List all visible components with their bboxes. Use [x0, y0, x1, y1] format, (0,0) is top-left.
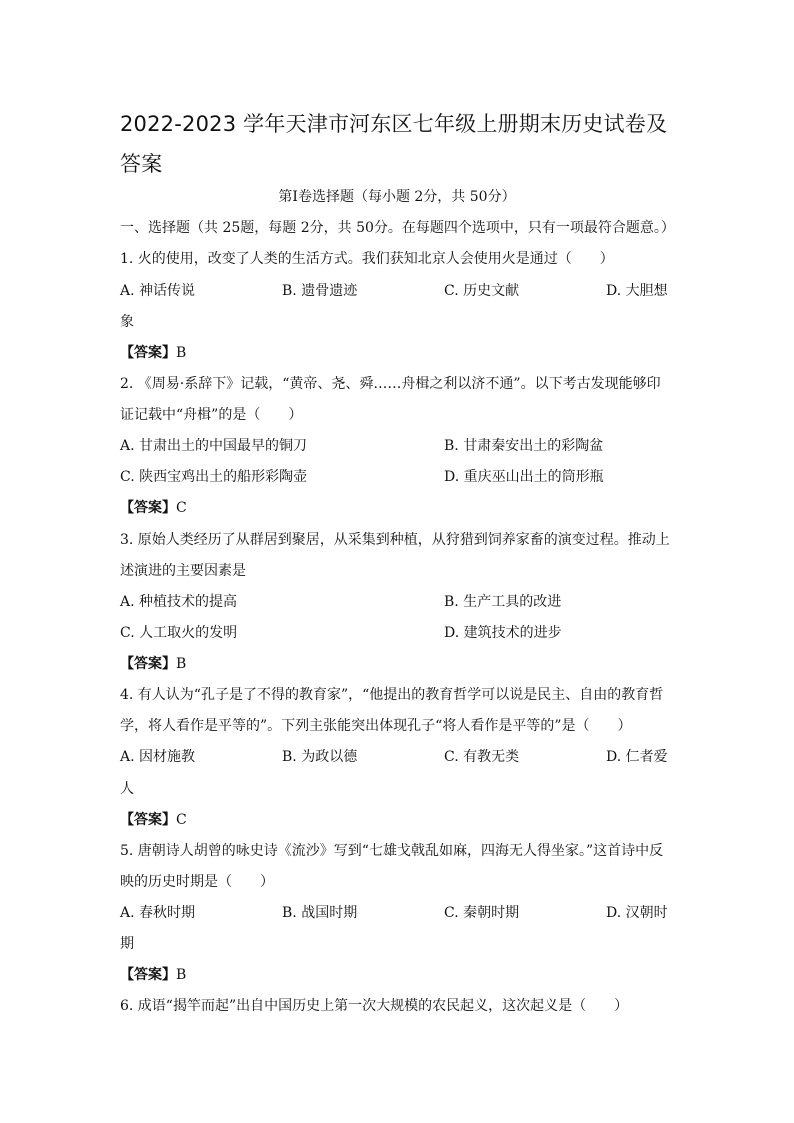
question-1-option-d: D. 大胆想	[606, 283, 668, 299]
question-4-option-a: A. 因材施教	[120, 749, 196, 765]
answer-value: C	[176, 500, 187, 516]
question-2-stem-line-1: 2. 《周易·系辞下》记载，“黄帝、尧、舜……舟楫之利以济不通”。以下考古发现能够印	[120, 376, 661, 392]
answer-label: 【答案】	[120, 500, 176, 516]
question-5-option-c: C. 秦朝时期	[444, 905, 520, 921]
question-3-answer	[120, 654, 186, 674]
question-4-answer	[120, 810, 187, 830]
section-title: 第Ⅰ卷选择题（每小题 2分，共 50分）	[278, 189, 516, 205]
question-1-answer	[120, 343, 186, 363]
answer-label: 【答案】	[120, 345, 176, 361]
question-5-option-a: A. 春秋时期	[120, 905, 196, 921]
question-2-option-d: D. 重庆巫山出土的筒形瓶	[444, 469, 604, 485]
question-2-stem-line-2: 证记载中“舟楫”的是（ ）	[120, 407, 303, 423]
question-1-option-d-overflow: 象	[120, 314, 134, 330]
answer-value: C	[176, 812, 187, 828]
question-3-stem-line-2: 述演进的主要因素是	[120, 563, 246, 579]
question-2-option-c: C. 陕西宝鸡出土的船形彩陶壶	[120, 469, 308, 485]
page-title: 2022-2023 学年天津市河东区七年级上册期末历史试卷及答案	[120, 112, 668, 176]
answer-value: B	[176, 656, 187, 672]
answer-value: B	[176, 345, 187, 361]
question-5-stem-line-1: 5. 唐朝诗人胡曾的咏史诗《流沙》写到“七雄戈戟乱如麻，四海无人得坐家。”这首诗中反	[120, 843, 664, 859]
question-6-stem: 6. 成语“揭竿而起”出自中国历史上第一次大规模的农民起义，这次起义是（ ）	[120, 998, 629, 1014]
question-1-option-c: C. 历史文献	[444, 283, 520, 299]
question-5-option-d: D. 汉朝时	[606, 905, 668, 921]
question-1-stem: 1. 火的使用，改变了人类的生活方式。我们获知北京人会使用火是通过（ ）	[120, 251, 614, 267]
question-5-answer	[120, 965, 186, 985]
answer-value: B	[176, 967, 187, 983]
question-1-option-b: B. 遗骨遗迹	[282, 283, 358, 299]
question-2-option-a: A. 甘肃出土的中国最早的铜刀	[120, 438, 308, 454]
question-4-option-d-overflow: 人	[120, 781, 134, 797]
instructions: 一、选择题（共 25题，每题 2分，共 50分。在每题四个选项中，只有一项最符合题意。）	[120, 220, 675, 236]
question-4-stem-line-1: 4. 有人认为“孔子是了不得的教育家”，“他提出的教育哲学可以说是民主、自由的教育哲	[120, 687, 664, 703]
question-5-stem-line-2: 映的历史时期是（ ）	[120, 874, 274, 890]
question-3-option-d: D. 建筑技术的进步	[444, 625, 562, 641]
question-4-option-c: C. 有教无类	[444, 749, 520, 765]
question-4-stem-line-2: 学，将人看作是平等的”。下列主张能突出体现孔子“将人看作是平等的”是（ ）	[120, 718, 632, 734]
question-2-option-b: B. 甘肃秦安出土的彩陶盆	[444, 438, 604, 454]
question-5-option-b: B. 战国时期	[282, 905, 358, 921]
question-4-option-b: B. 为政以德	[282, 749, 358, 765]
question-4-option-d: D. 仁者爱	[606, 749, 668, 765]
question-3-stem-line-1: 3. 原始人类经历了从群居到聚居，从采集到种植，从狩猎到饲养家畜的演变过程。推动上	[120, 532, 670, 548]
answer-label: 【答案】	[120, 812, 176, 828]
question-3-option-a: A. 种植技术的提高	[120, 594, 238, 610]
question-3-option-c: C. 人工取火的发明	[120, 625, 238, 641]
question-3-option-b: B. 生产工具的改进	[444, 594, 562, 610]
answer-label: 【答案】	[120, 967, 176, 983]
question-1-option-a: A. 神话传说	[120, 283, 196, 299]
question-2-answer	[120, 498, 187, 518]
question-5-option-d-overflow: 期	[120, 936, 134, 952]
answer-label: 【答案】	[120, 656, 176, 672]
